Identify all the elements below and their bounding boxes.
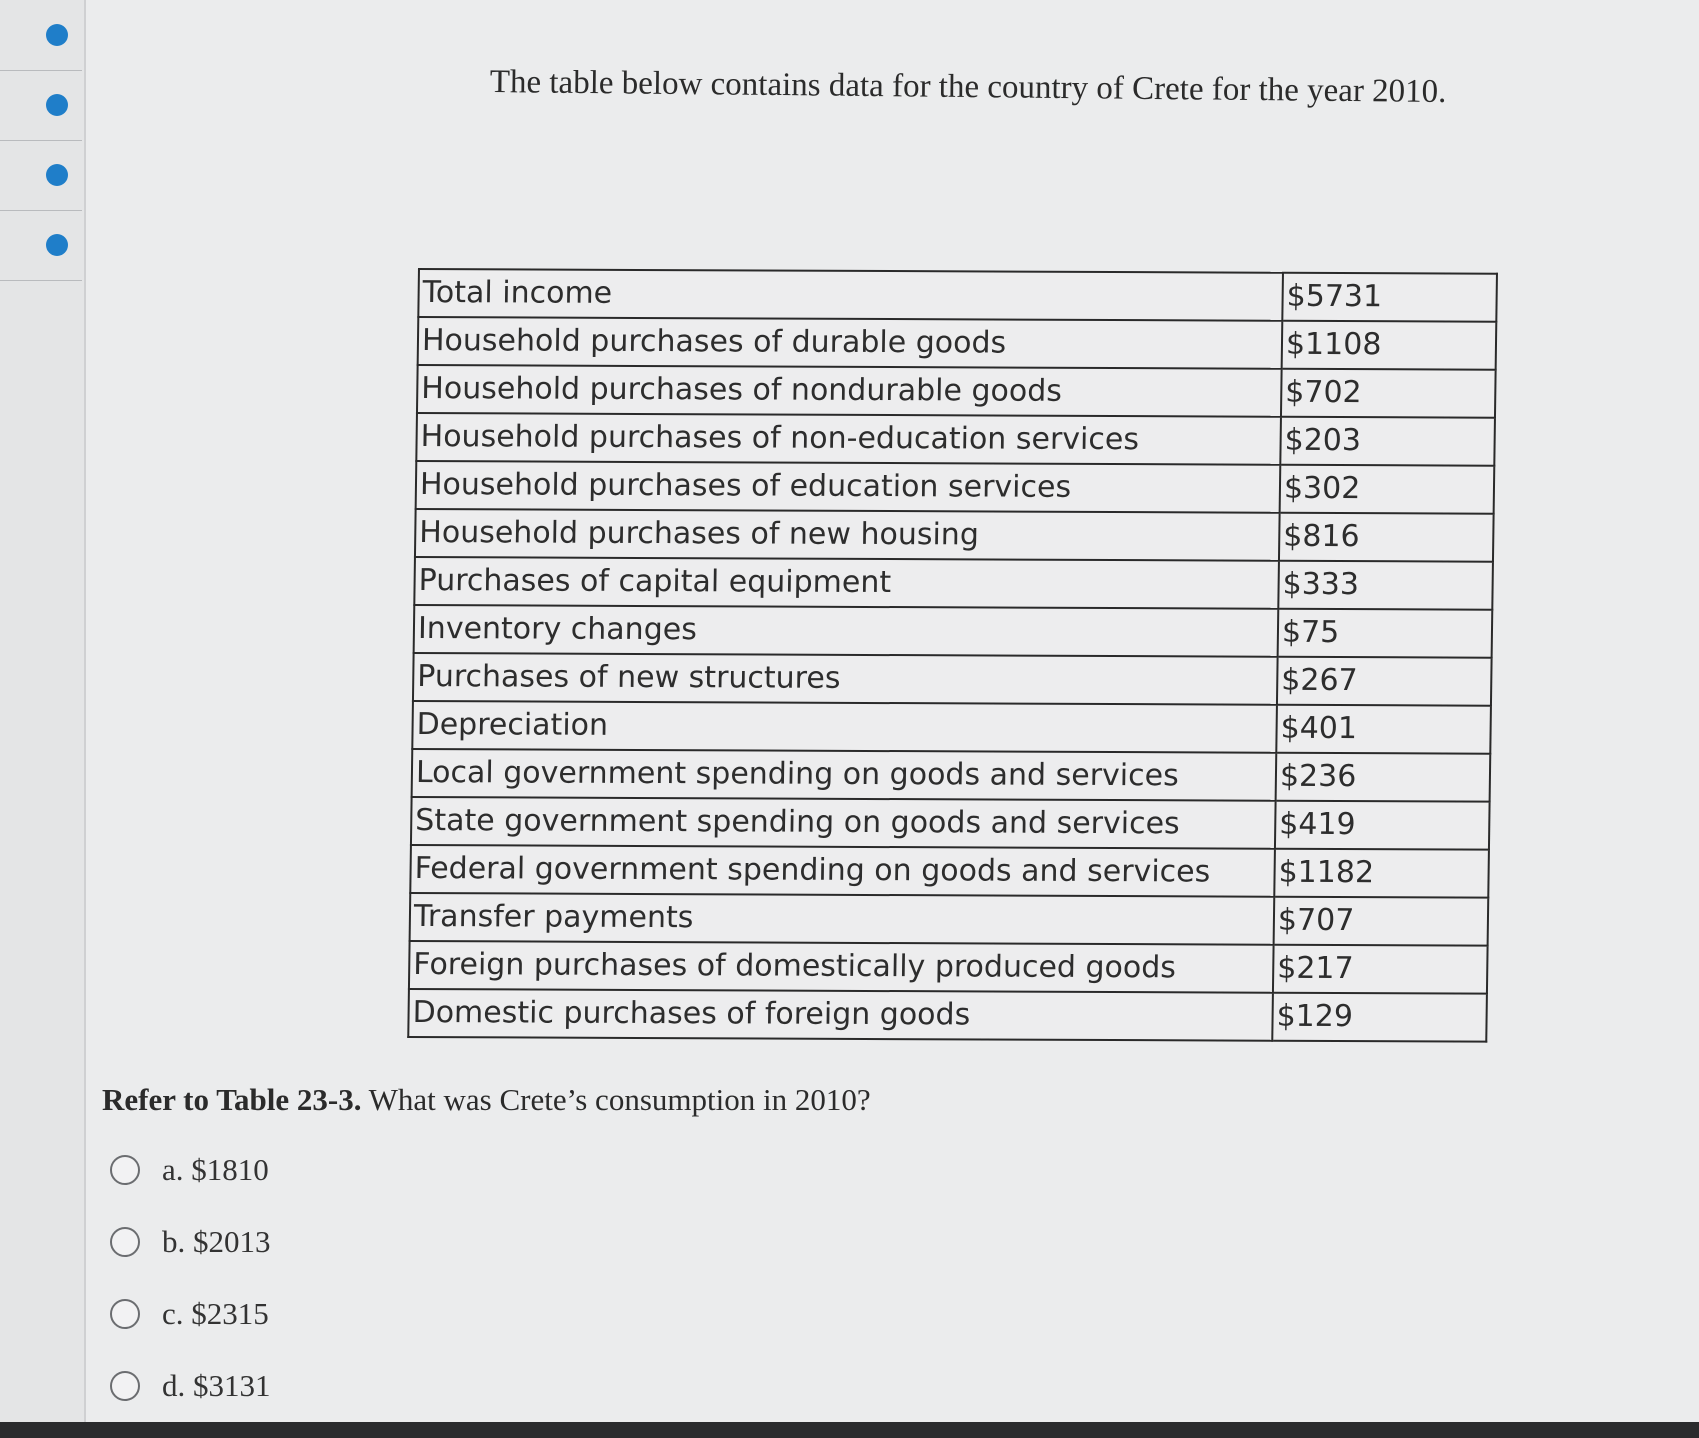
row-label: Household purchases of new housing xyxy=(415,509,1280,561)
row-value: $707 xyxy=(1274,897,1489,946)
answer-option-d[interactable] xyxy=(110,1366,271,1406)
crete-data-table-container xyxy=(407,268,1498,1043)
row-label: Household purchases of education services xyxy=(416,461,1281,513)
table-row xyxy=(412,749,1491,802)
row-label: Domestic purchases of foreign goods xyxy=(408,989,1273,1041)
answered-dot-icon xyxy=(46,94,68,116)
answer-option-c[interactable] xyxy=(110,1294,269,1334)
question-text: What was Crete’s consumption in 2010? xyxy=(361,1082,871,1117)
radio-button-icon[interactable] xyxy=(110,1371,140,1401)
row-value: $5731 xyxy=(1282,273,1497,322)
answered-dot-icon xyxy=(46,234,68,256)
row-label: Foreign purchases of domestically produced goods xyxy=(409,941,1274,993)
row-value: $129 xyxy=(1272,993,1487,1042)
table-row xyxy=(414,605,1493,658)
radio-button-icon[interactable] xyxy=(110,1227,140,1257)
question-table-reference: Refer to Table 23-3. xyxy=(102,1082,362,1117)
table-row xyxy=(410,893,1489,946)
question-nav-item-4[interactable] xyxy=(0,210,82,281)
radio-button-icon[interactable] xyxy=(110,1155,140,1185)
question-nav-item-1[interactable] xyxy=(0,0,82,71)
answered-dot-icon xyxy=(46,164,68,186)
option-letter: a. xyxy=(162,1152,184,1187)
table-row xyxy=(412,701,1491,754)
answer-option-label xyxy=(162,1368,271,1404)
answer-option-label xyxy=(162,1296,269,1332)
option-letter: d. xyxy=(162,1368,186,1403)
answer-option-label xyxy=(162,1224,271,1260)
table-row xyxy=(416,461,1495,514)
answered-dot-icon xyxy=(46,24,68,46)
row-value: $702 xyxy=(1281,369,1496,418)
row-value: $203 xyxy=(1280,417,1495,466)
row-value: $75 xyxy=(1278,609,1493,658)
question-intro-text: The table below contains data for the country of Crete for the year 2010. xyxy=(489,64,1447,111)
question-nav-rail xyxy=(0,0,86,1422)
option-value: $2013 xyxy=(193,1224,271,1259)
crete-data-table xyxy=(407,268,1498,1043)
row-label: Household purchases of non-education services xyxy=(416,413,1281,465)
answer-option-b[interactable] xyxy=(110,1222,271,1262)
row-value: $217 xyxy=(1273,945,1488,994)
row-label: Local government spending on goods and services xyxy=(412,749,1277,801)
option-value: $3131 xyxy=(193,1368,271,1403)
table-row xyxy=(414,557,1493,610)
row-value: $236 xyxy=(1276,753,1491,802)
option-value: $1810 xyxy=(191,1152,269,1187)
bottom-bar xyxy=(0,1422,1699,1438)
row-value: $333 xyxy=(1278,561,1493,610)
answer-option-label xyxy=(162,1152,269,1188)
table-row xyxy=(409,941,1488,994)
row-value: $419 xyxy=(1275,801,1490,850)
table-row xyxy=(413,653,1492,706)
row-value: $267 xyxy=(1277,657,1492,706)
row-value: $1108 xyxy=(1282,321,1497,370)
row-value: $401 xyxy=(1276,705,1491,754)
row-label: Federal government spending on goods and services xyxy=(410,845,1275,897)
row-value: $302 xyxy=(1280,465,1495,514)
table-row xyxy=(417,365,1496,418)
question-nav-item-3[interactable] xyxy=(0,140,82,211)
row-label: Household purchases of durable goods xyxy=(418,317,1283,369)
question-nav-item-2[interactable] xyxy=(0,70,82,141)
table-row xyxy=(408,989,1487,1042)
option-letter: b. xyxy=(162,1224,186,1259)
option-value: $2315 xyxy=(191,1296,269,1331)
table-row xyxy=(416,413,1495,466)
row-label: Depreciation xyxy=(412,701,1277,753)
question-prompt xyxy=(102,1082,871,1118)
table-row xyxy=(411,797,1490,850)
table-row xyxy=(418,317,1497,370)
row-label: Household purchases of nondurable goods xyxy=(417,365,1282,417)
row-value: $816 xyxy=(1279,513,1494,562)
row-label: State government spending on goods and services xyxy=(411,797,1276,849)
row-value: $1182 xyxy=(1274,849,1489,898)
row-label: Transfer payments xyxy=(410,893,1275,945)
row-label: Total income xyxy=(418,269,1283,321)
option-letter: c. xyxy=(162,1296,184,1331)
row-label: Purchases of new structures xyxy=(413,653,1278,705)
table-row xyxy=(415,509,1494,562)
row-label: Inventory changes xyxy=(414,605,1279,657)
row-label: Purchases of capital equipment xyxy=(414,557,1279,609)
answer-option-a[interactable] xyxy=(110,1150,269,1190)
table-row xyxy=(410,845,1489,898)
radio-button-icon[interactable] xyxy=(110,1299,140,1329)
table-row xyxy=(418,269,1497,322)
